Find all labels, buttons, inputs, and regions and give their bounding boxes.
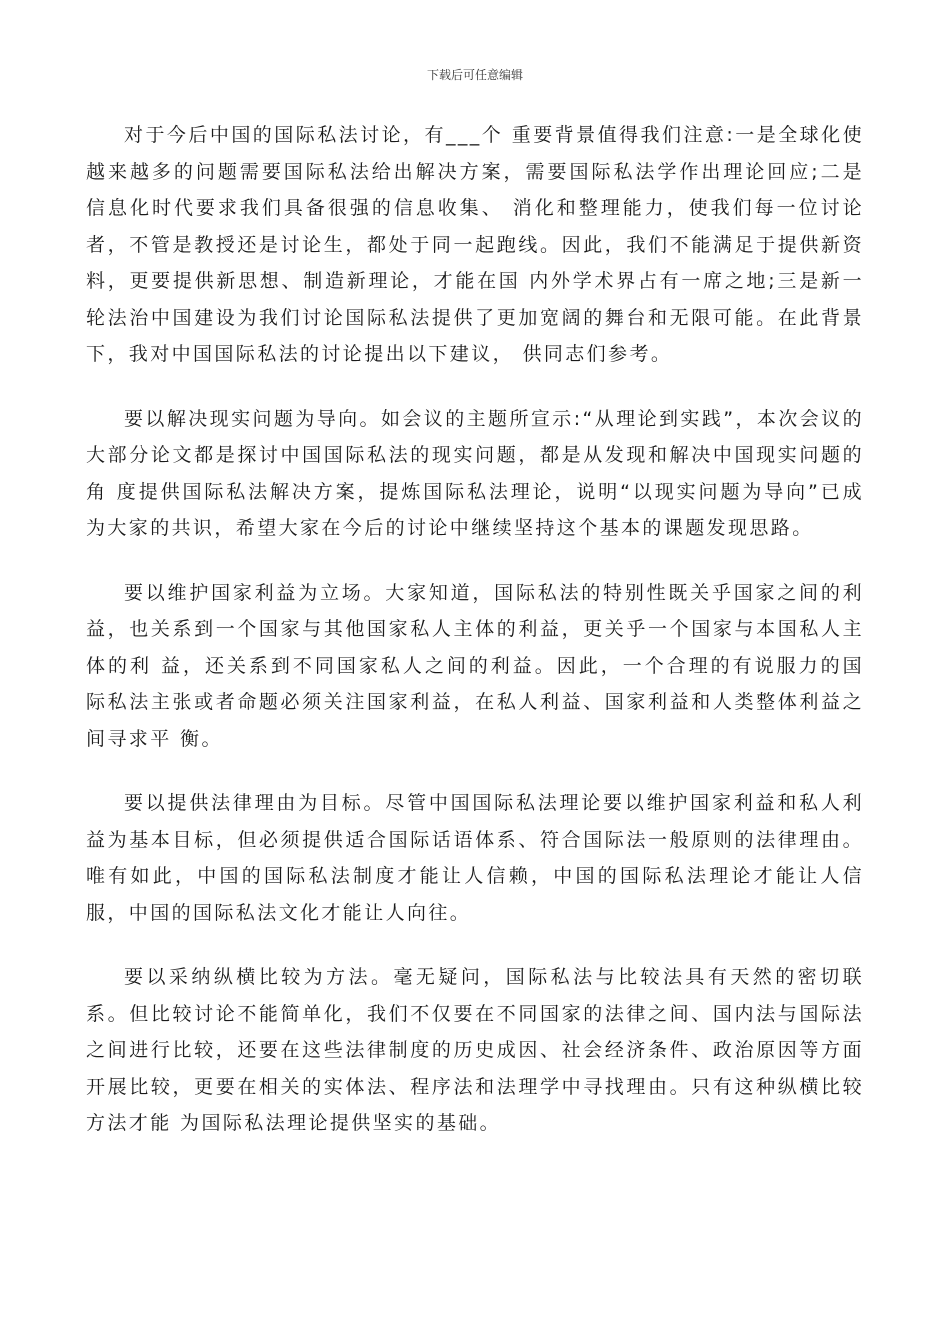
- paragraph-background: 对于今后中国的国际私法讨论，有___个 重要背景值得我们注意:一是全球化使越来越多的问题需要国际私法给出解决方案，需要国际私法学作出理论回应;二是信息化时代要求我们具备很强的信息收集、 消化和整理能力，使我们每一位讨论者，不管是教授还是讨论生，都处于同一起跑线。因此，我们不能满足于提供新资料，更要提供新思想、制造新理论，才能在国 内外学术界占有一席之地;三是新一轮法治中国建设为我们讨论国际私法提供了更加宽阔的舞台和无限可能。在此背景下，我对中国国际私法的讨论提出以下建议， 供同志们参考。: [86, 124, 864, 365]
- paragraph-legal-reasons: 要以提供法律理由为目标。尽管中国国际私法理论要以维护国家利益和私人利益为基本目标，但必须提供适合国际话语体系、符合国际法一般原则的法律理由。唯有如此，中国的国际私法制度才能让人信赖，中国的国际私法理论才能让人信服，中国的国际私法文化才能让人向往。: [86, 792, 864, 924]
- document-body: [86, 117, 864, 1170]
- page-header-note: 下载后可任意编辑: [426, 68, 523, 82]
- paragraph-comparative-method: 要以采纳纵横比较为方法。毫无疑问，国际私法与比较法具有天然的密切联系。但比较讨论不能简单化，我们不仅要在不同国家的法律之间、国内法与国际法之间进行比较，还要在这些法律制度的历史成因、社会经济条件、政治原因等方面开展比较，更要在相关的实体法、程序法和法理学中寻找理由。只有这种纵横比较方法才能 为国际私法理论提供坚实的基础。: [86, 966, 864, 1134]
- paragraph-national-interest: 要以维护国家利益为立场。大家知道，国际私法的特别性既关乎国家之间的利益，也关系到一个国家与其他国家私人主体的利益，更关乎一个国家与本国私人主体的利 益，还关系到不同国家私人之间的利益。因此，一个合理的有说服力的国际私法主张或者命题必须关注国家利益，在私人利益、国家利益和人类整体利益之间寻求平 衡。: [86, 581, 864, 750]
- paragraph-problem-oriented: 要以解决现实问题为导向。如会议的主题所宣示:“从理论到实践”，本次会议的大部分论文都是探讨中国国际私法的现实问题，都是从发现和解决中国现实问题的角 度提供国际私法解决方案，提炼国际私法理论，说明“以现实问题为导向”已成为大家的共识，希望大家在今后的讨论中继续坚持这个基本的课题发现思路。: [86, 407, 864, 539]
